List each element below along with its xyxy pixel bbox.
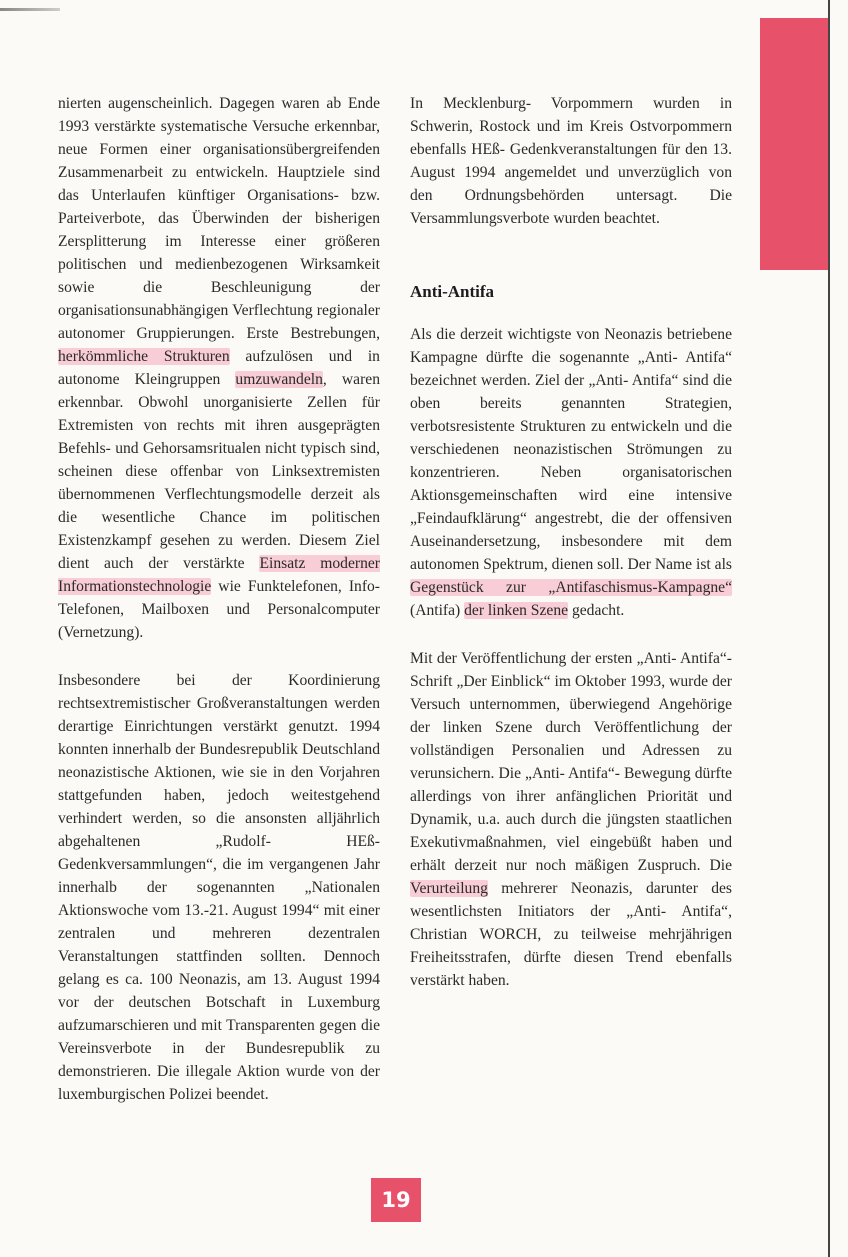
highlighted-text: umzuwandeln	[235, 371, 323, 388]
highlighted-text: der linken Szene	[464, 602, 569, 619]
highlighted-text: Verurteilung	[410, 880, 488, 897]
text-segment: aufzulösen und in autonome Kleingruppen	[58, 348, 380, 388]
text-segment: In Mecklenburg- Vorpommern wurden in Schwerin, Rostock und im Kreis Ostvorpommern ebenfalls HEß- Gedenkveranstaltungen für den 13. August 1994 angemeldet und unverzüglich von den Ordnungsbehörden untersagt. Die Versammlungsverbote wurden beachtet.	[410, 95, 732, 227]
paragraph	[410, 92, 732, 230]
page-number: 19	[371, 1178, 421, 1222]
paragraph	[410, 647, 732, 992]
left-column	[58, 92, 380, 1131]
highlighted-text: herkömmliche Strukturen	[58, 348, 230, 365]
paragraph	[58, 669, 380, 1106]
highlighted-text: Einsatz moderner Informationstechnologie	[58, 555, 380, 595]
text-segment: Mit der Veröffentlichung der ersten „Anti- Antifa“- Schrift „Der Einblick“ im Oktober 1993, wurde der Versuch unternommen, überwiegend Angehörige der linken Szene durch Veröffentlichung der vollständigen Personalien und Adressen zu verunsichern. Die „Anti- Antifa“- Bewegung dürfte allerdings von ihrer anfänglichen Priorität und Dynamik, u.a. auch durch die jüngsten staatlichen Exekutivmaßnahmen, viel eingebüßt haben und erhält derzeit nur noch mäßigen Zuspruch. Die	[410, 650, 732, 874]
paragraph	[58, 92, 380, 644]
text-segment: (Antifa)	[410, 602, 465, 619]
scan-edge-top	[0, 8, 60, 11]
highlighted-text: Gegenstück zur „Antifaschismus-Kampagne“	[410, 579, 732, 596]
text-segment: , waren erkennbar. Obwohl unorganisierte Zellen für Extremisten von rechts mit ihren ausgeprägten Befehls- und Gehorsamsritualen nicht typisch sind, scheinen diese offenbar von Linksextremisten übernommenen Verflechtungsmodelle derzeit als die wesentliche Chance im politischen Existenzkampf gesehen zu werden. Diesem Ziel dient auch der verstärkte	[58, 371, 380, 572]
text-segment: Insbesondere bei der Koordinierung rechtsextremistischer Großveranstaltungen werden derartige Einrichtungen verstärkt genutzt. 1994 konnten innerhalb der Bundesrepublik Deutschland neonazistische Aktionen, wie sie in den Vorjahren stattgefunden haben, jedoch weitestgehend verhindert werden, so die ansonsten alljährlich abgehaltenen „Rudolf- HEß- Gedenkversammlungen“, die im vergangenen Jahr innerhalb der sogenannten „Nationalen Aktionswoche vom 13.-21. August 1994“ mit einer zentralen und mehreren dezentralen Veranstaltungen stattfinden sollten. Dennoch gelang es ca. 100 Neonazis, am 13. August 1994 vor der deutschen Botschaft in Luxemburg aufzumarschieren und mit Transparenten gegen die Vereinsverbote in der Bundesrepublik zu demonstrieren. Die illegale Aktion wurde von der luxemburgischen Polizei beendet.	[58, 672, 380, 1103]
scan-edge-right	[828, 0, 830, 1257]
chapter-color-tab	[760, 18, 828, 270]
section-heading: Anti-Antifa	[410, 282, 495, 301]
text-segment: Als die derzeit wichtigste von Neonazis betriebene Kampagne dürfte die sogenannte „Anti- Antifa“ bezeichnet werden. Ziel der „Anti- Antifa“ sind die oben bereits genannten Strategien, verbotsresistente Strukturen zu entwickeln und die verschiedenen neonazistischen Strömungen zu konzentrieren. Neben organisatorischen Aktionsgemeinschaften wird eine intensive „Feindaufklärung“ angestrebt, die der offensiven Auseinandersetzung, insbesondere mit dem autonomen Spektrum, dienen soll. Der Name ist als	[410, 326, 732, 573]
text-segment: gedacht.	[568, 602, 625, 619]
text-segment: mehrerer Neonazis, darunter des wesentlichsten Initiators der „Anti- Antifa“, Christian WORCH, zu teilweise mehrjährigen Freiheitsstrafen, dürfte diesen Trend ebenfalls verstärkt haben.	[410, 880, 732, 989]
right-column	[410, 92, 732, 1017]
text-segment: nierten augenscheinlich. Dagegen waren ab Ende 1993 verstärkte systematische Versuche erkennbar, neue Formen einer organisationsübergreifenden Zusammenarbeit zu entwickeln. Hauptziele sind das Unterlaufen künftiger Organisations- bzw. Parteiverbote, das Überwinden der bisherigen Zersplitterung im Interesse einer größeren politischen und medienbezogenen Wirksamkeit sowie die Beschleunigung der organisationsunabhängigen Verflechtung regionaler autonomer Gruppierungen. Erste Bestrebungen,	[58, 95, 380, 342]
paragraph	[410, 323, 732, 622]
text-segment: wie Funktelefonen, Info- Telefonen, Mailboxen und Personalcomputer (Vernetzung).	[58, 578, 380, 641]
